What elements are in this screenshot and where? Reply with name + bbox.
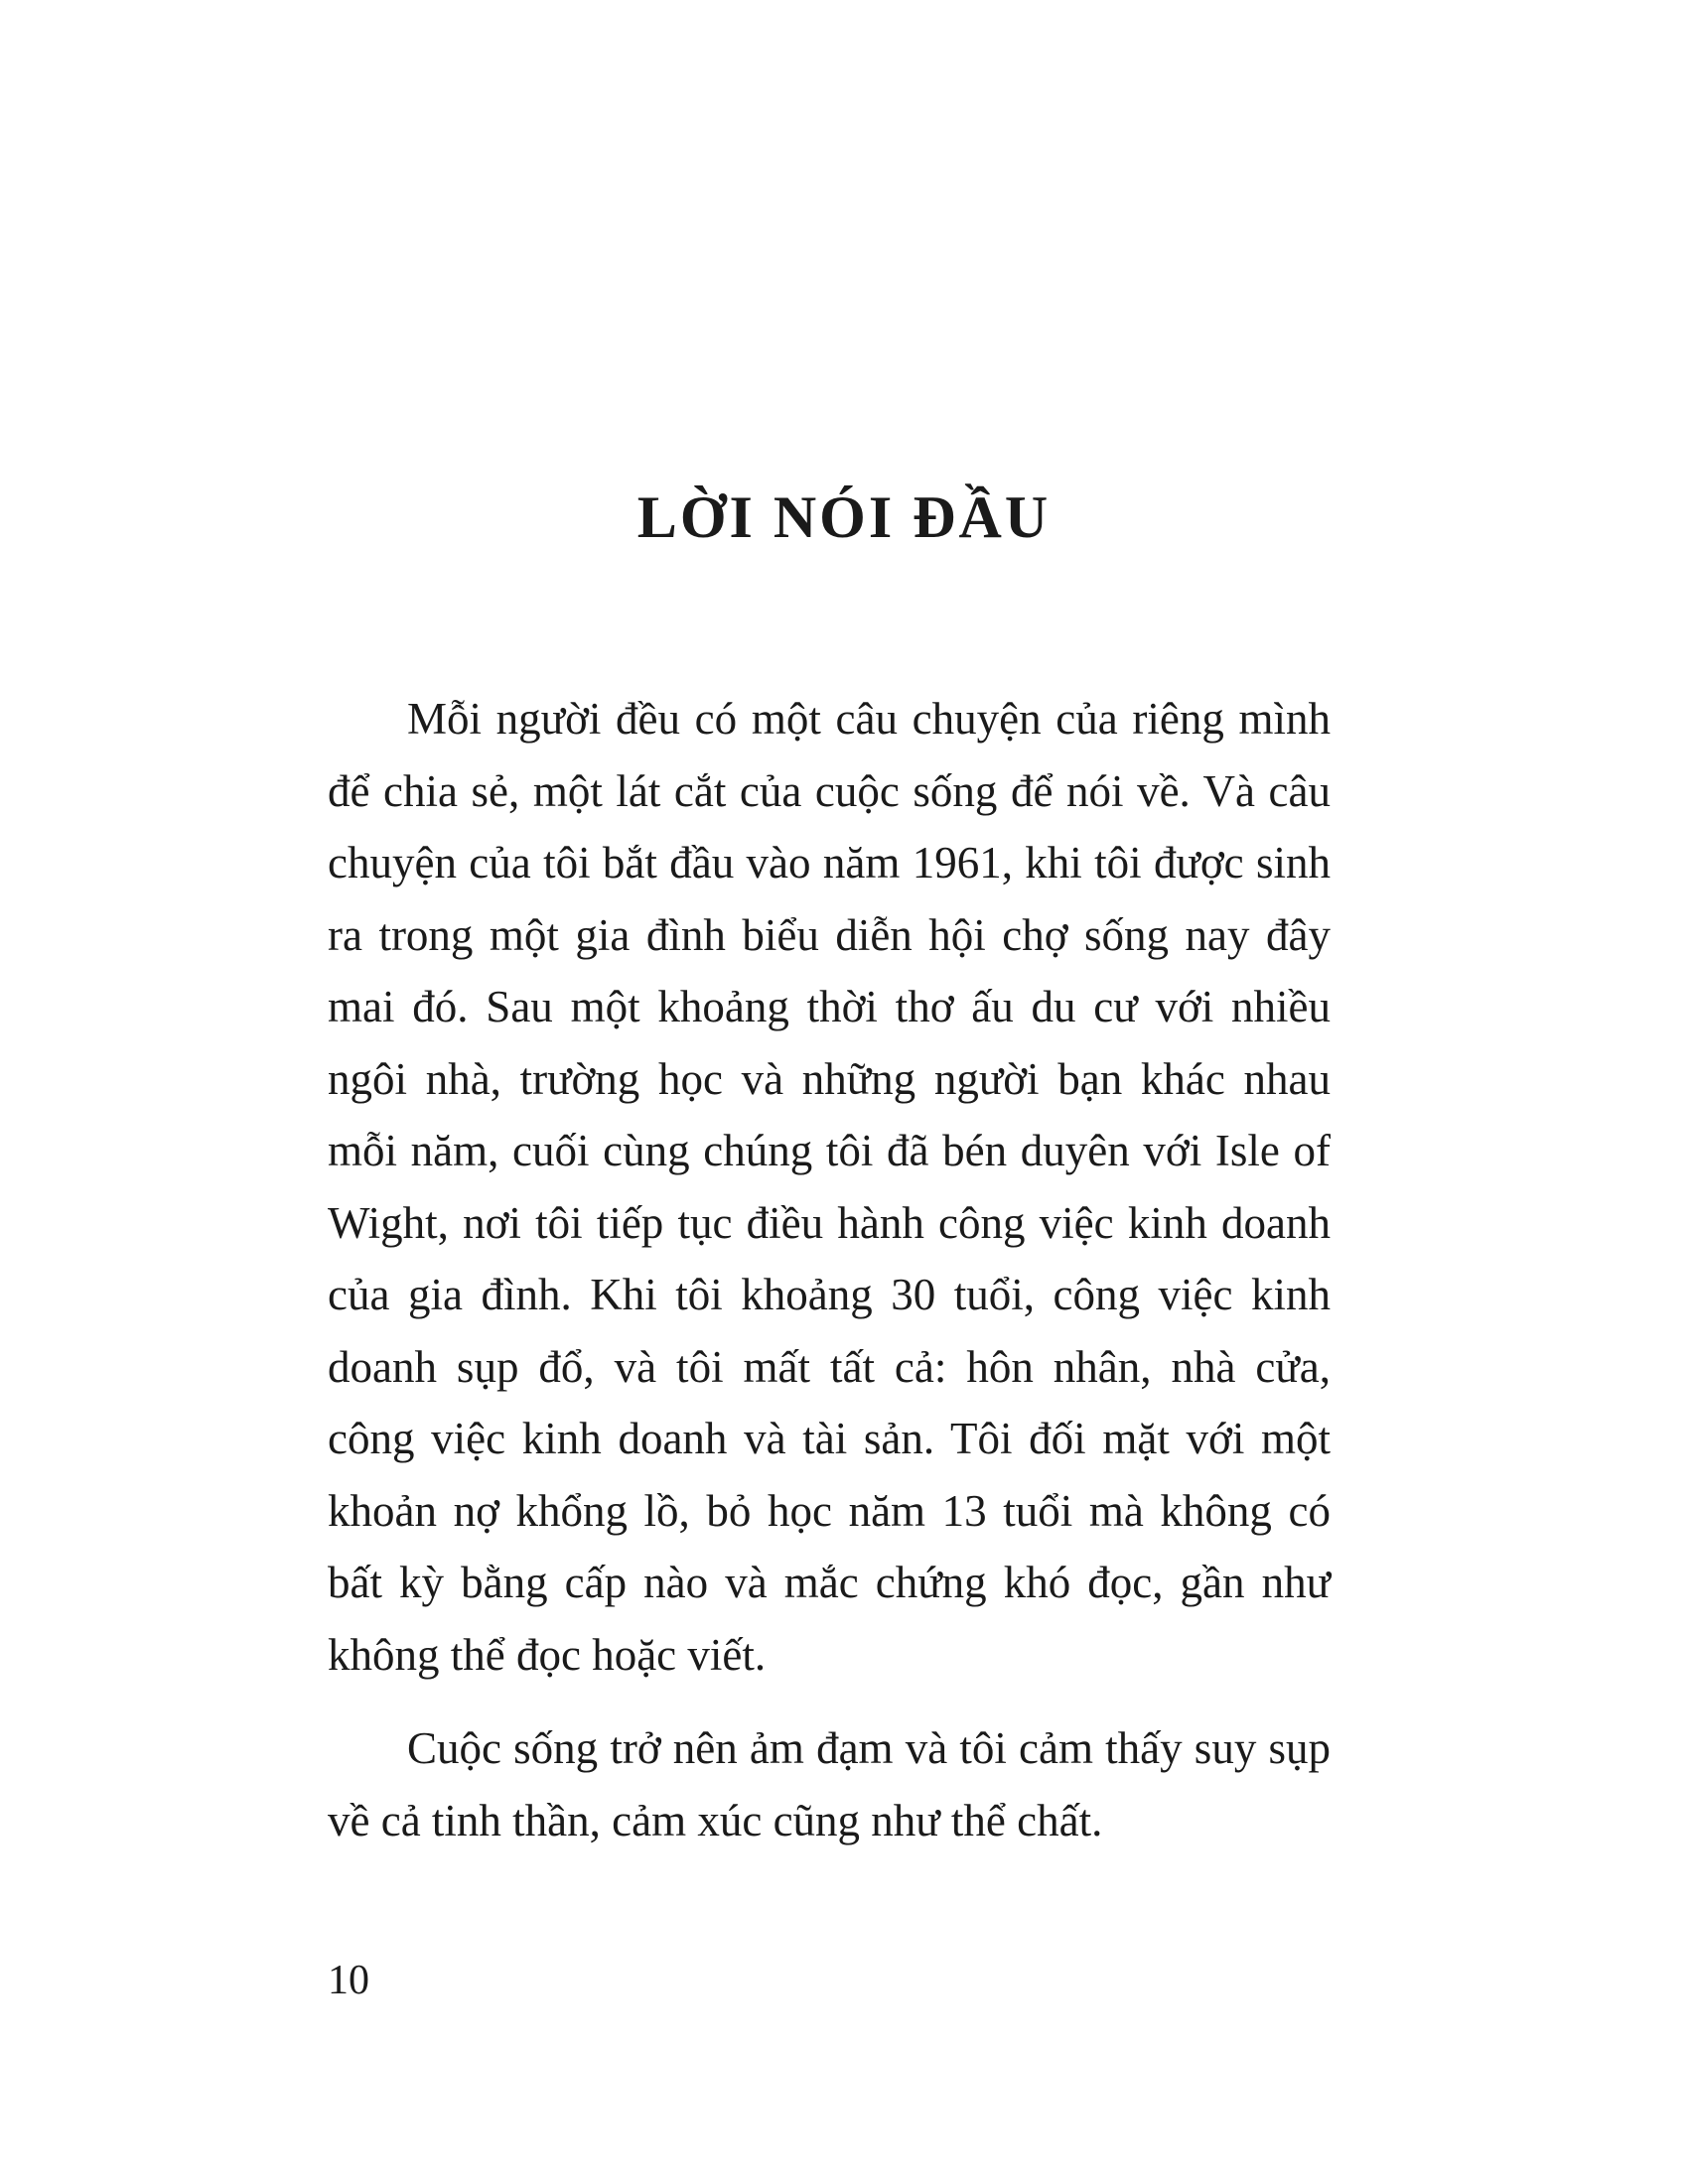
page-number: 10: [328, 1958, 369, 2003]
paragraph-1: Mỗi người đều có một câu chuyện của riêng mình để chia sẻ, một lát cắt của cuộc sống để nói về. Và câu chuyện của tôi bắt đầu vào năm 1961, khi tôi được sinh ra trong một gia đình biểu diễn hội chợ sống nay đây mai đó. Sau một khoảng thời thơ ấu du cư với nhiều ngôi nhà, trường học và những người bạn khác nhau mỗi năm, cuối cùng chúng tôi đã bén duyên với Isle of Wight, nơi tôi tiếp tục điều hành công việc kinh doanh của gia đình. Khi tôi khoảng 30 tuổi, công việc kinh doanh sụp đổ, và tôi mất tất cả: hôn nhân, nhà cửa, công việc kinh doanh và tài sản. Tôi đối mặt với một khoản nợ khổng lồ, bỏ học năm 13 tuổi mà không có bất kỳ bằng cấp nào và mắc chứng khó đọc, gần như không thể đọc hoặc viết.: [328, 694, 1331, 1680]
chapter-title: LỜI NÓI ĐẦU: [636, 484, 1052, 550]
paragraph-2: Cuộc sống trở nên ảm đạm và tôi cảm thấy suy sụp về cả tinh thần, cảm xúc cũng như thể chất.: [328, 1723, 1331, 1845]
body-text: [328, 683, 1331, 1878]
